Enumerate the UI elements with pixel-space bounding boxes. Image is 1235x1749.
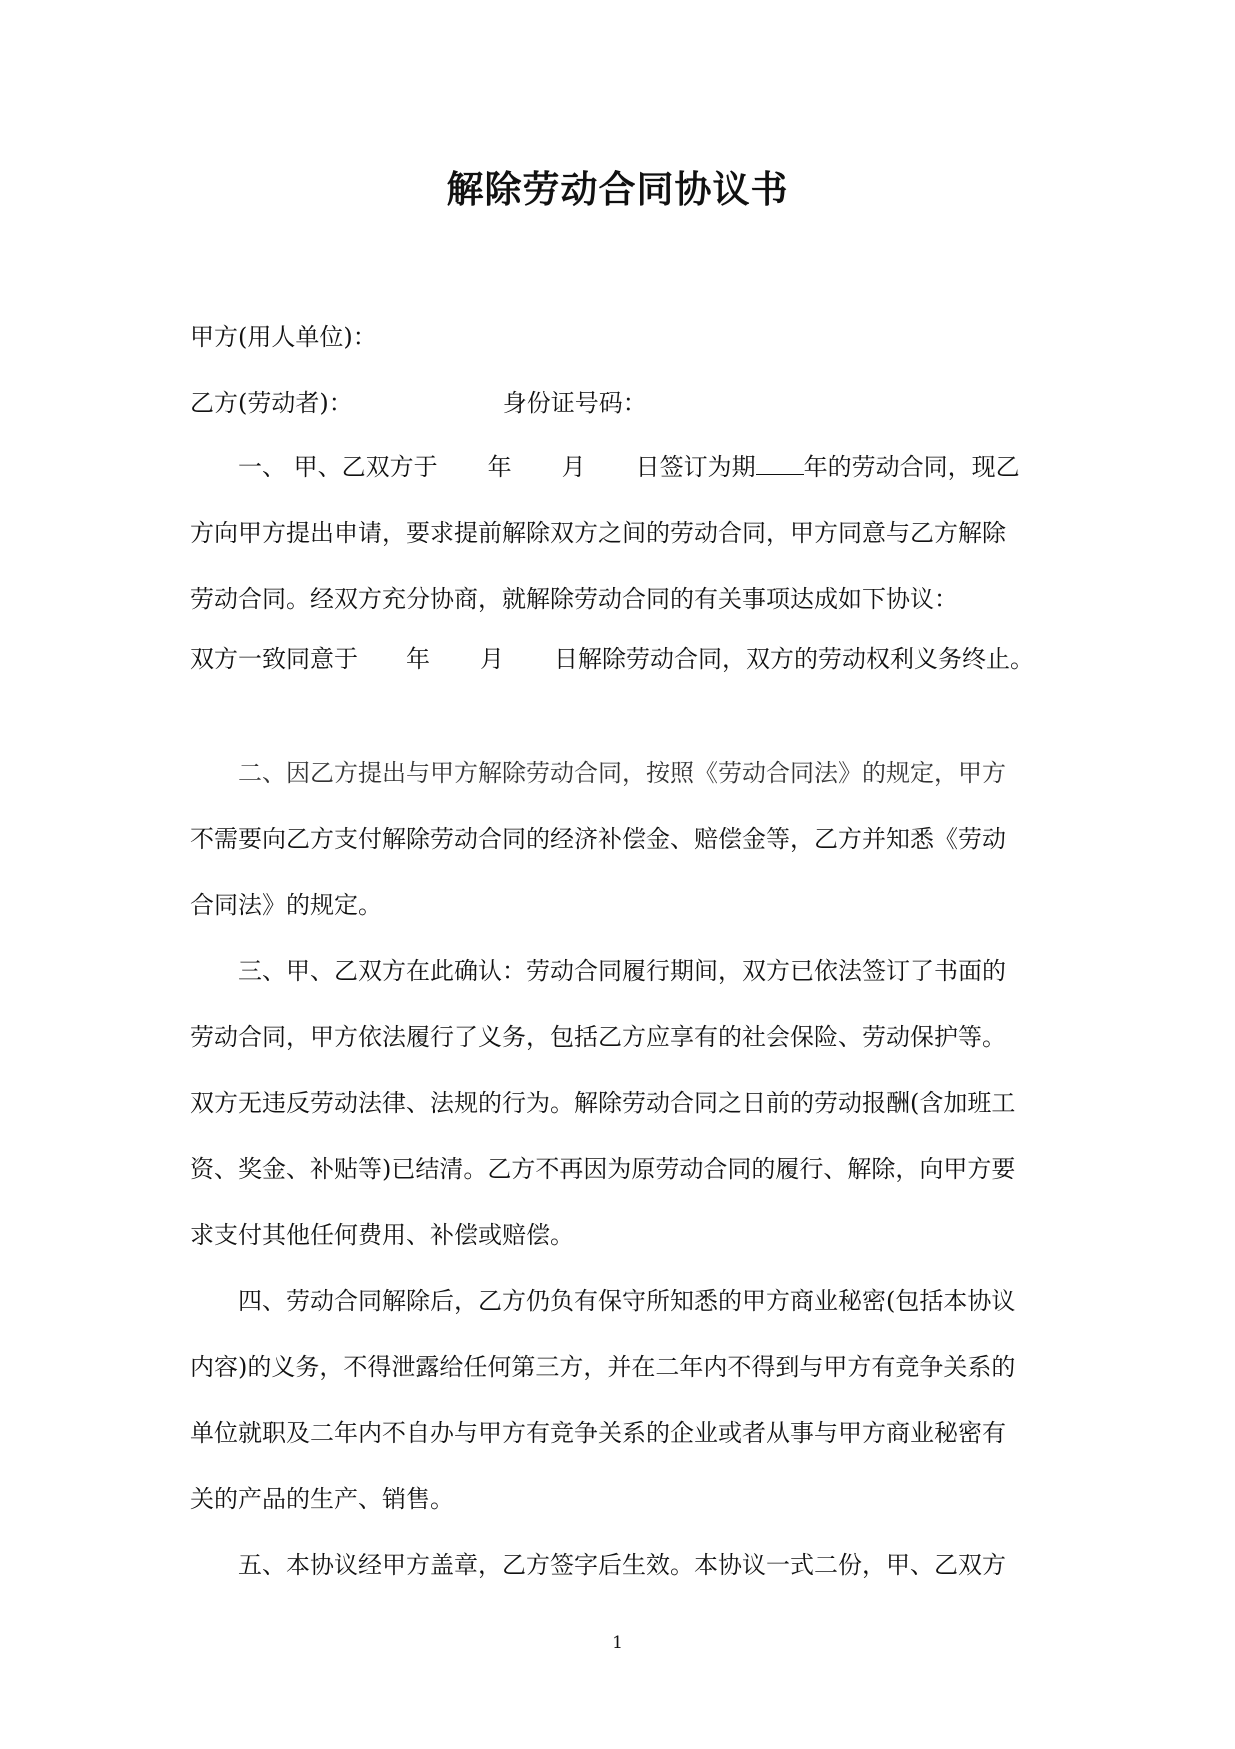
termination-date-prefix: 双方一致同意于 bbox=[190, 645, 358, 673]
clause-5-line-1: 五、本协议经甲方盖章，乙方签字后生效。本协议一式二份，甲、乙双方 bbox=[238, 1551, 1006, 1579]
clause-1-line-1 bbox=[238, 450, 1020, 484]
clause-3-line-3: 双方无违反劳动法律、法规的行为。解除劳动合同之日前的劳动报酬(含加班工 bbox=[190, 1089, 1016, 1117]
party-b-line bbox=[190, 386, 647, 420]
clause-3-line-2: 劳动合同，甲方依法履行了义务，包括乙方应享有的社会保险、劳动保护等。 bbox=[190, 1023, 1006, 1051]
term-blank bbox=[756, 452, 804, 475]
clause-4-line-1: 四、劳动合同解除后，乙方仍负有保守所知悉的甲方商业秘密(包括本协议 bbox=[238, 1287, 1016, 1315]
termination-year: 年 bbox=[406, 645, 430, 673]
party-b-label: 乙方(劳动者)： bbox=[190, 389, 353, 417]
clause-2-line-1: 二、因乙方提出与甲方解除劳动合同，按照《劳动合同法》的规定，甲方 bbox=[238, 759, 1006, 787]
clause-2-line-3: 合同法》的规定。 bbox=[190, 891, 382, 919]
page-number: 1 bbox=[612, 1633, 623, 1653]
clause-1-after-blank: 年的劳动合同，现乙 bbox=[803, 453, 1020, 481]
clause-1-line-3: 劳动合同。经双方充分协商，就解除劳动合同的有关事项达成如下协议： bbox=[190, 585, 958, 613]
clause-3-line-5: 求支付其他任何费用、补偿或赔偿。 bbox=[190, 1221, 574, 1249]
clause-1-month: 月 bbox=[561, 453, 586, 481]
document-title: 解除劳动合同协议书 bbox=[446, 167, 789, 211]
clause-1-day-term: 日签订为期 bbox=[635, 453, 756, 481]
clause-1-prefix: 一、 甲、乙双方于 bbox=[238, 453, 438, 481]
clause-1-line-4 bbox=[190, 642, 1034, 676]
party-a-label: 甲方(用人单位)： bbox=[190, 323, 377, 351]
clause-1-line-2: 方向甲方提出申请，要求提前解除双方之间的劳动合同，甲方同意与乙方解除 bbox=[190, 519, 1006, 547]
clause-4-line-2: 内容)的义务，不得泄露给任何第三方，并在二年内不得到与甲方有竞争关系的 bbox=[190, 1353, 1016, 1381]
clause-3-line-1: 三、甲、乙双方在此确认：劳动合同履行期间，双方已依法签订了书面的 bbox=[238, 957, 1006, 985]
termination-month: 月 bbox=[480, 645, 504, 673]
clause-1-year: 年 bbox=[487, 453, 512, 481]
clause-4-line-4: 关的产品的生产、销售。 bbox=[190, 1485, 454, 1513]
id-number-label: 身份证号码： bbox=[502, 389, 647, 417]
termination-date-suffix: 日解除劳动合同，双方的劳动权利义务终止。 bbox=[554, 645, 1034, 673]
clause-3-line-4: 资、奖金、补贴等)已结清。乙方不再因为原劳动合同的履行、解除，向甲方要 bbox=[190, 1155, 1016, 1183]
clause-4-line-3: 单位就职及二年内不自办与甲方有竞争关系的企业或者从事与甲方商业秘密有 bbox=[190, 1419, 1006, 1447]
clause-2-line-2: 不需要向乙方支付解除劳动合同的经济补偿金、赔偿金等，乙方并知悉《劳动 bbox=[190, 825, 1006, 853]
